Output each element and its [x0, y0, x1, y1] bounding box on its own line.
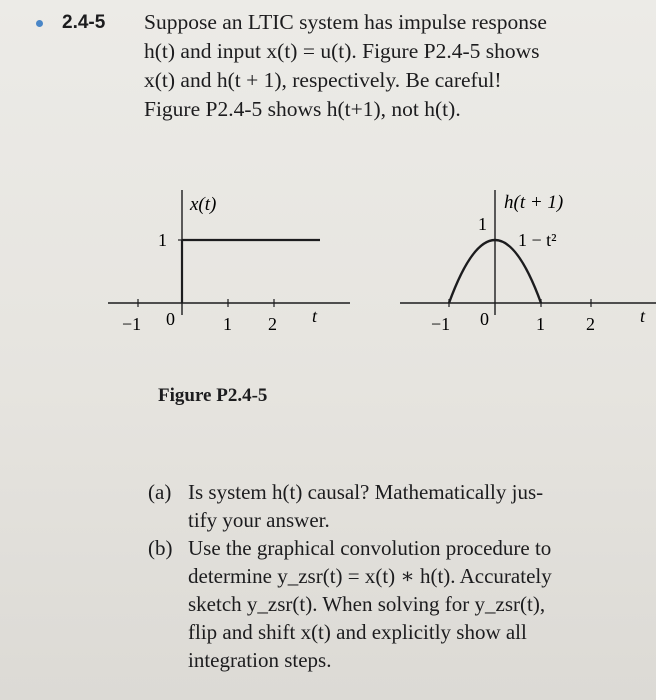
bullet-icon [36, 20, 43, 27]
x-tick-label: 0 [480, 309, 489, 329]
statement-line: x(t) and h(t + 1), respectively. Be careful! [144, 68, 502, 92]
plot-h-of-t-plus-1 [400, 190, 656, 334]
x-tick-label: −1 [431, 314, 451, 334]
part-a [148, 478, 618, 534]
part-line: tify your answer. [188, 508, 330, 532]
plot-label: h(t + 1) [504, 192, 564, 213]
axis-var-label: t [640, 306, 646, 326]
figure-caption: Figure P2.4-5 [158, 385, 268, 406]
plot-label: x(t) [190, 194, 217, 215]
part-label: (a) [148, 480, 172, 504]
x-tick-label: 1 [223, 314, 232, 334]
y-tick-label: 1 [478, 214, 487, 234]
part-line: Is system h(t) causal? Mathematically jus- [188, 480, 544, 504]
curve-label: 1 − t² [518, 230, 557, 250]
x-tick-label: 2 [586, 314, 595, 334]
problem-statement [144, 8, 620, 124]
axis-var-label: t [312, 306, 318, 326]
problem-number: 2.4-5 [62, 12, 106, 33]
x-tick-label: 0 [166, 309, 175, 329]
plot-x-of-t [108, 190, 350, 334]
x-tick-label: 1 [536, 314, 545, 334]
part-line: Use the graphical convolution procedure to [188, 536, 552, 560]
statement-line: Suppose an LTIC system has impulse response [144, 10, 547, 34]
figure-p2-4-5 [100, 180, 656, 350]
statement-line: h(t) and input x(t) = u(t). Figure P2.4-5 shows [144, 39, 540, 63]
part-b [148, 534, 618, 674]
part-label: (b) [148, 536, 173, 560]
x-tick-label: 2 [268, 314, 277, 334]
part-line: flip and shift x(t) and explicitly show all [188, 620, 527, 644]
part-line: integration steps. [188, 648, 332, 672]
x-tick-label: −1 [122, 314, 142, 334]
part-line: sketch y_zsr(t). When solving for y_zsr(t), [188, 592, 546, 616]
y-tick-label: 1 [158, 230, 167, 250]
problem-parts [148, 478, 618, 674]
statement-line: Figure P2.4-5 shows h(t+1), not h(t). [144, 97, 461, 121]
part-line: determine y_zsr(t) = x(t) ∗ h(t). Accurately [188, 564, 552, 588]
